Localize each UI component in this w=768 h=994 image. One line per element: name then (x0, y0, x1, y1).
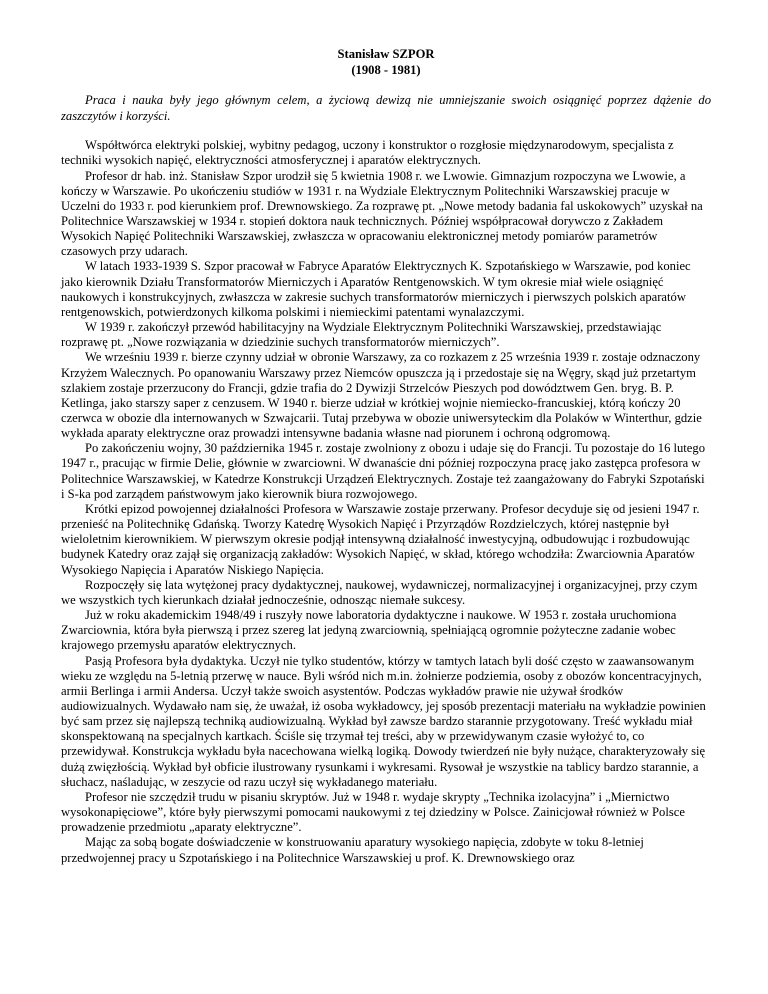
paragraph: Krótki epizod powojennej działalności Profesora w Warszawie zostaje przerwany. Profesor decyduje się od jesieni 1947 r. przenieść na Politechnikę Gdańską. Tworzy Katedrę Wysokich Napięć i Przyrządów Rozdzielczych, której następnie był wieloletnim kierownikiem. W pierwszym okresie podjął intensywną działalność inwestycyjną, odbudowując i rozbudowując budynek Katedry oraz zajął się organizacją zakładów: Wysokich Napięć, w skład, którego wchodziła: Zwarciownia Aparatów Wysokiego Napięcia i Aparatów Niskiego Napięcia. (61, 501, 700, 577)
paragraph: Profesor nie szczędził trudu w pisaniu skryptów. Już w 1948 r. wydaje skrypty „Technika izolacyjna” i „Miernictwo wysokonapięciowe”, które były pierwszymi pomocami naukowymi z tej dziedziny w Polsce. Zainicjował również w Polsce prowadzenie przedmiotu „aparaty elektryczne”. (61, 789, 685, 835)
paragraph: Rozpoczęły się lata wytężonej pracy dydaktycznej, naukowej, wydawniczej, normalizacyjnej i organizacyjnej, przy czym we wszystkich tych kierunkach działał jednocześnie, odnosząc niemałe sukcesy. (61, 577, 698, 607)
paragraph: Współtwórca elektryki polskiej, wybitny pedagog, uczony i konstruktor o rozgłosie międzynarodowym, specjalista z techniki wysokich napięć, elektryczności atmosferycznej i aparatów elektrycznych. (61, 138, 674, 168)
paragraph: We wrześniu 1939 r. bierze czynny udział w obronie Warszawy, za co rozkazem z 25 września 1939 r. zostaje odznaczony Krzyżem Walecznych. Po opanowaniu Warszawy przez Niemców opuszcza ją i przedostaje się na Węgry, skąd już przetartym szlakiem zostaje przerzucony do Francji, gdzie trafia do 2 Dywizji Strzelców Pieszych pod dowództwem Gen. bryg. B. P. Ketlinga, jako starszy saper z cenzusem. W 1940 r. bierze udział w krótkiej wojnie niemiecko-francuskiej, którą kończy 20 czerwca w obozie dla internowanych w Szwajcarii. Tutaj przebywa w obozie uniwersyteckim dla Polaków w Winterthur, gdzie wykłada aparaty elektryczne oraz prowadzi intensywne badania własne nad piorunem i ochroną odgromową. (61, 350, 702, 441)
motto: Praca i nauka były jego głównym celem, a życiową dewizą nie umniejszanie swoich osiągnięć poprzez dążenie do zaszczytów i korzyści. (61, 93, 711, 123)
paragraph: Pasją Profesora była dydaktyka. Uczył nie tylko studentów, którzy w tamtych latach byli dość często w zaawansowanym wieku ze względu na 5-letnią przerwę w nauce. Byli wśród nich m.in. żołnierze podziemia, osoby z obozów koncentracyjnych, armii Berlinga i armii Andersa. Uczył także swoich asystentów. Podczas wykładów prawie nie używał środków audiowizualnych. Wydawało nam się, że uważał, iż osoba wykładowcy, jej sposób prezentacji materiału na wykładzie powinien być sam przez się najlepszą techniką audiowizualną. Wykład był zawsze bardzo starannie przygotowany. Treść wykładu miał skonspektowaną na specjalnych kartkach. Ściśle się trzymał tej treści, aby w przewidywanym czasie wyłożyć to, co przewidywał. Konstrukcja wykładu była nacechowana wielką logiką. Dowody twierdzeń nie były nużące, charakteryzowały się dużą zwięzłością. Wykład był obficie ilustrowany rysunkami i wykresami. Rysował je wszystkie na tablicy bardzo starannie, a słuchacz, naśladując, w zeszycie od razu uczył się wykładanego materiału. (61, 653, 706, 789)
paragraph: Profesor dr hab. inż. Stanisław Szpor urodził się 5 kwietnia 1908 r. we Lwowie. Gimnazjum rozpoczyna we Lwowie, a kończy w Warszawie. Po ukończeniu studiów w 1931 r. na Wydziale Elektrycznym Politechniki Warszawskiej pracuje w Uczelni do 1933 r. pod kierunkiem prof. Drewnowskiego. Za rozprawę pt. „Nowe metody badania fal uskokowych” uzyskał na Politechnice Warszawskiej w 1934 r. stopień doktora nauk technicznych. Później współpracował dorywczo z Zakładem Wysokich Napięć Politechniki Warszawskiej, zwłaszcza w opracowaniu elektronicznej metody pomiarów parametrów czasowych przy udarach. (61, 168, 703, 259)
paragraph: Po zakończeniu wojny, 30 października 1945 r. zostaje zwolniony z obozu i udaje się do Francji. Tu pozostaje do 16 lutego 1947 r., pracując w firmie Delie, głównie w zwarciowni. W dwanaście dni później rozpoczyna pracę jako zastępca profesora w Politechnice Warszawskiej, w Katedrze Konstrukcji Urządzeń Elektrycznych. Zostaje też zaangażowany do Fabryki Szpotański i S-ka pod zarządem państwowym jako kierownik biura rozwojowego. (61, 441, 705, 501)
paragraph: Już w roku akademickim 1948/49 i ruszyły nowe laboratoria dydaktyczne i naukowe. W 1953 r. została uruchomiona Zwarciownia, która była pierwszą i przez szereg lat jedyną zwarciownią, spełniającą ogromnie pożyteczne zadanie wobec krajowego przemysłu aparatów elektrycznych. (61, 608, 677, 653)
biography-body (61, 138, 711, 866)
document-page (61, 47, 711, 866)
paragraph: Mając za sobą bogate doświadczenie w konstruowaniu aparatury wysokiego napięcia, zdobyte w toku 8-letniej przedwojennej pracy u Szpotańskiego i na Politechnice Warszawskiej u prof. K. Drewnowskiego oraz (61, 835, 644, 865)
author-name: Stanisław SZPOR (337, 47, 435, 61)
paragraph: W latach 1933-1939 S. Szpor pracował w Fabryce Aparatów Elektrycznych K. Szpotańskiego w Warszawie, pod koniec jako kierownik Działu Transformatorów Mierniczych i Aparatów Rentgenowskich. W tym okresie miał wiele osiągnięć naukowych i konstrukcyjnych, zwłaszcza w zakresie suchych transformatorów mierniczych i pierwszych polskich aparatów rentgenowskich, potwierdzonych kilkoma polskimi i niemieckimi patentami wynalazczymi. (61, 259, 691, 319)
life-years: (1908 - 1981) (351, 62, 421, 77)
paragraph: W 1939 r. zakończył przewód habilitacyjny na Wydziale Elektrycznym Politechniki Warszawskiej, przedstawiając rozprawę pt. „Nowe rozwiązania w dziedzinie suchych transformatorów mierniczych”. (61, 320, 662, 350)
